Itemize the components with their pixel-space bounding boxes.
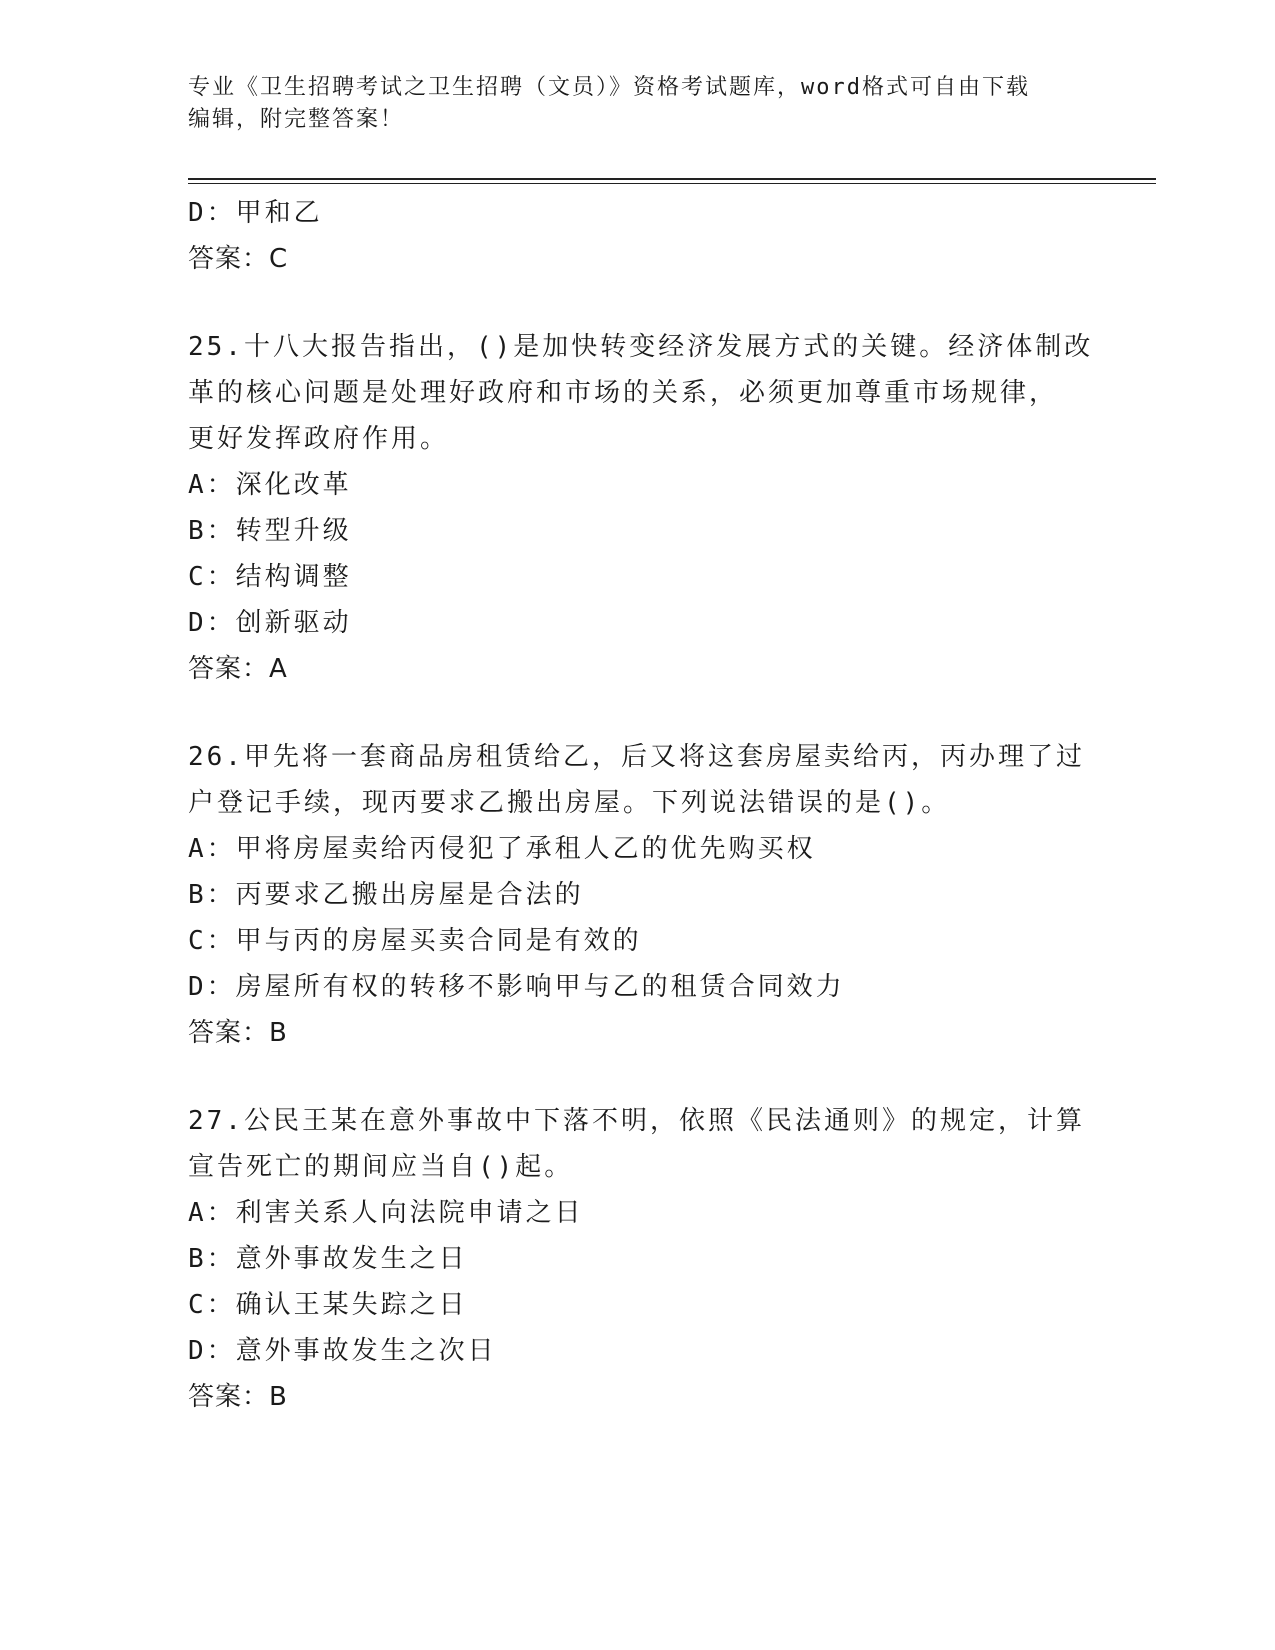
header-line-1: 专业《卫生招聘考试之卫生招聘（文员）》资格考试题库，word格式可自由下载 xyxy=(188,75,1030,100)
option-a: A：深化改革 xyxy=(188,470,352,500)
option-d: D：意外事故发生之次日 xyxy=(188,1336,497,1366)
option-a: A：甲将房屋卖给丙侵犯了承租人乙的优先购买权 xyxy=(188,834,816,864)
answer-line: 答案：A xyxy=(188,654,288,684)
question-text-line: 27.公民王某在意外事故中下落不明，依照《民法通则》的规定，计算 xyxy=(188,1106,1085,1136)
question-list xyxy=(188,190,1094,1420)
question-text xyxy=(188,734,1088,826)
option-b: B：转型升级 xyxy=(188,516,352,546)
question-text-line: 革的核心问题是处理好政府和市场的关系，必须更加尊重市场规律， xyxy=(188,378,1059,408)
answer-line: 答案：B xyxy=(188,1382,288,1412)
option-b: B：意外事故发生之日 xyxy=(188,1244,468,1274)
question-26 xyxy=(188,734,1088,1056)
header-divider-thick xyxy=(188,178,1156,180)
question-text xyxy=(188,1098,1088,1190)
previous-question-tail xyxy=(188,190,1088,282)
option-c: C：甲与丙的房屋买卖合同是有效的 xyxy=(188,926,642,956)
question-25 xyxy=(188,324,1094,692)
option-d: D：房屋所有权的转移不影响甲与乙的租赁合同效力 xyxy=(188,972,845,1002)
option-c: C：确认王某失踪之日 xyxy=(188,1290,468,1320)
question-text xyxy=(188,324,1094,462)
option-c: C：结构调整 xyxy=(188,562,352,592)
question-text-line: 更好发挥政府作用。 xyxy=(188,424,450,454)
option-b: B：丙要求乙搬出房屋是合法的 xyxy=(188,880,584,910)
question-text-line: 户登记手续，现丙要求乙搬出房屋。下列说法错误的是()。 xyxy=(188,788,951,818)
answer-line: 答案：C xyxy=(188,244,289,274)
document-header xyxy=(188,72,1088,136)
question-text-line: 宣告死亡的期间应当自()起。 xyxy=(188,1152,574,1182)
option-d: D：甲和乙 xyxy=(188,198,323,228)
header-line-2: 编辑，附完整答案！ xyxy=(188,107,405,132)
option-a: A：利害关系人向法院申请之日 xyxy=(188,1198,584,1228)
answer-line: 答案：B xyxy=(188,1018,288,1048)
question-text-line: 25.十八大报告指出，()是加快转变经济发展方式的关键。经济体制改 xyxy=(188,332,1094,362)
question-text-line: 26.甲先将一套商品房租赁给乙，后又将这套房屋卖给丙，丙办理了过 xyxy=(188,742,1085,772)
header-divider-thin xyxy=(188,183,1156,184)
question-27 xyxy=(188,1098,1088,1420)
option-d: D：创新驱动 xyxy=(188,608,352,638)
